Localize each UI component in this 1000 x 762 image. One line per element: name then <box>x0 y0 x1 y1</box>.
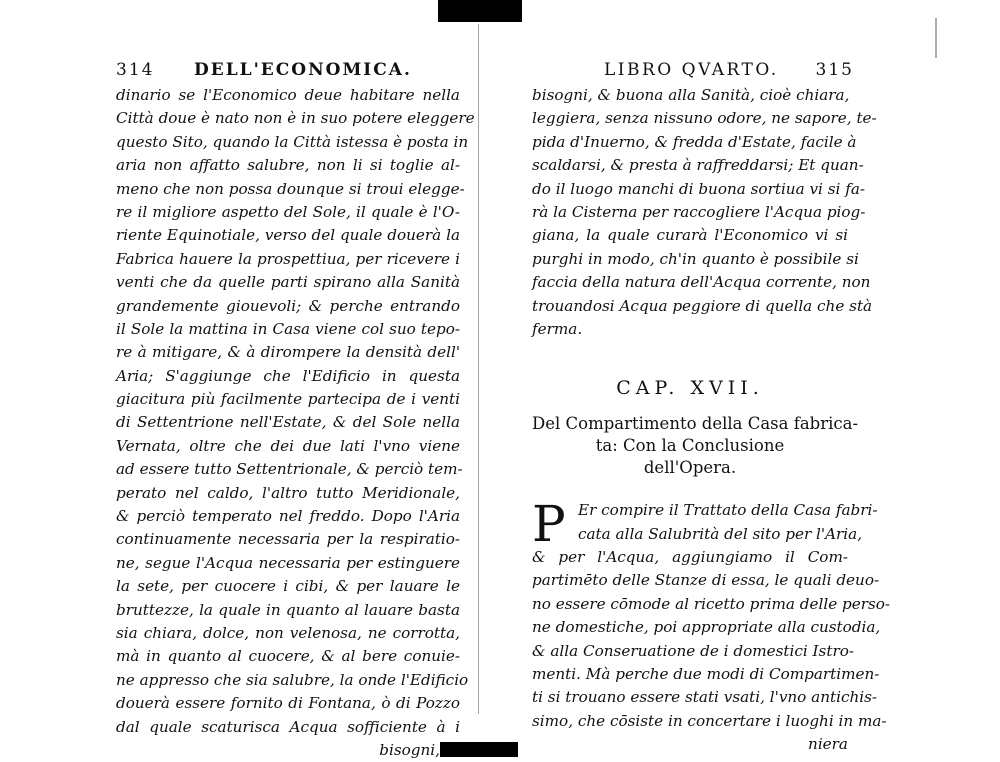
text-line: Aria; S'aggiunge che l'Edificio in questa <box>116 366 460 385</box>
text-line: dal quale scaturisca Acqua sofficiente à i <box>116 717 460 736</box>
left-running-head <box>116 58 460 84</box>
text-line: Fabrica hauere la prospettiua, per ricevere i <box>116 249 460 268</box>
left-text-block <box>116 84 475 762</box>
opening-text-block <box>532 495 891 756</box>
text-line: aria non affatto salubre, non li si toglie al- <box>116 156 460 175</box>
right-head-title: LIBRO QVARTO. <box>604 60 779 80</box>
left-catchword: bisogni, <box>379 740 440 759</box>
text-line: purghi in modo, ch'in quanto è possibile si <box>532 249 859 268</box>
right-text-block <box>532 84 877 341</box>
text-line: bisogni, & buona alla Sanità, cioè chiara, <box>532 86 850 104</box>
text-line: cata alla Salubrità del sito per l'Aria, <box>578 524 863 543</box>
text-line: no essere cōmode al ricetto prima delle perso- <box>532 594 891 613</box>
text-line: simo, che cōsiste in concertare i luoghi in ma- <box>532 711 887 730</box>
text-line: giacitura più facilmente partecipa de i venti <box>116 390 460 409</box>
text-line: leggiera, senza nissuno odore, ne sapore, te- <box>532 109 877 128</box>
right-running-head <box>532 58 854 84</box>
text-line: giana, la quale curarà l'Economico vi si <box>532 226 848 245</box>
left-page <box>116 58 475 762</box>
text-line: riente Equinotiale, verso del quale douerà la <box>116 226 460 245</box>
right-page <box>532 58 891 757</box>
chapter-opening <box>532 495 891 756</box>
text-line: ad essere tutto Settentrionale, & perciò tem- <box>116 460 463 479</box>
text-line: re il migliore aspetto del Sole, il quale è l'O- <box>116 202 460 221</box>
text-line: di Settentrione nell'Estate, & del Sole nella <box>116 413 460 432</box>
text-line: Vernata, oltre che dei due lati l'vno viene <box>116 436 460 455</box>
scan-shadow-top <box>438 0 522 22</box>
left-folio: 314 <box>116 60 155 80</box>
text-line: ne appresso che sia salubre, la onde l'Edificio <box>116 670 469 689</box>
text-line: rà la Cisterna per raccogliere l'Acqua piog- <box>532 202 866 221</box>
text-line: pida d'Inuerno, & fredda d'Estate, facile à <box>532 132 857 151</box>
text-line: ti si trouano essere stati vsati, l'vno antichis- <box>532 688 878 707</box>
left-head-title: DELL'ECONOMICA. <box>194 60 412 80</box>
right-folio: 315 <box>815 60 854 80</box>
text-line: trouandosi Acqua peggiore di quella che stà <box>532 296 873 315</box>
right-catchword: niera <box>808 735 848 754</box>
text-line: do il luogo manchi di buona sortiua vi si fa- <box>532 179 866 198</box>
text-line: partimēto delle Stanze di essa, le quali deuo- <box>532 571 880 590</box>
text-line: & per l'Acqua, aggiungiamo il Com- <box>532 548 848 567</box>
text-line: dinario se l'Economico deue habitare nella <box>116 86 460 104</box>
text-line: il Sole la mattina in Casa viene col suo tepo- <box>116 319 460 338</box>
text-line: continuamente necessaria per la respiratio- <box>116 530 460 549</box>
drop-cap: P <box>532 495 566 554</box>
subtitle-line: dell'Opera. <box>643 458 737 478</box>
text-line: ferma. <box>532 319 583 338</box>
text-line: douerà essere fornito di Fontana, ò di Pozzo <box>116 694 460 713</box>
text-line: meno che non possa dounque si troui elegge- <box>116 179 465 198</box>
text-line: re à mitigare, & à dirompere la densità dell' <box>116 343 460 362</box>
text-line: questo Sito, quando la Città istessa è posta in <box>116 132 469 151</box>
text-line: Città doue è nato non è in suo potere eleggere <box>116 109 475 128</box>
subtitle-line: ta: Con la Conclusione <box>595 436 785 456</box>
text-line: menti. Mà perche due modi di Compartimen- <box>532 665 880 684</box>
text-line: Er compire il Trattato della Casa fabri- <box>578 501 878 520</box>
subtitle-line: Del Compartimento della Casa fabrica- <box>532 414 859 434</box>
chapter-subtitle <box>532 413 859 479</box>
text-line: ne, segue l'Acqua necessaria per estinguere <box>116 553 460 572</box>
page-edge-mark <box>935 18 937 58</box>
text-line: scaldarsi, & presta à raffreddarsi; Et quan- <box>532 156 864 175</box>
text-line: la sete, per cuocere i cibi, & per lauare le <box>116 577 460 596</box>
text-line: faccia della natura dell'Acqua corrente, non <box>532 273 871 292</box>
text-line: & alla Conseruatione de i domestici Istro- <box>532 641 854 660</box>
text-line: perato nel caldo, l'altro tutto Meridionale, <box>116 483 460 502</box>
text-line: bruttezze, la quale in quanto al lauare basta <box>116 600 460 619</box>
text-line: & perciò temperato nel freddo. Dopo l'Aria <box>116 507 460 526</box>
text-line: sia chiara, dolce, non velenosa, ne corrotta, <box>116 623 460 642</box>
book-gutter <box>478 24 479 714</box>
chapter-heading: CAP. XVII. <box>616 377 764 400</box>
text-line: ne domestiche, poi appropriate alla custodia, <box>532 618 881 637</box>
text-line: mà in quanto al cuocere, & al bere conuie- <box>116 647 460 666</box>
text-line: grandemente giouevoli; & perche entrando <box>116 296 460 315</box>
text-line: venti che da quelle parti spirano alla Sanità <box>116 273 460 292</box>
